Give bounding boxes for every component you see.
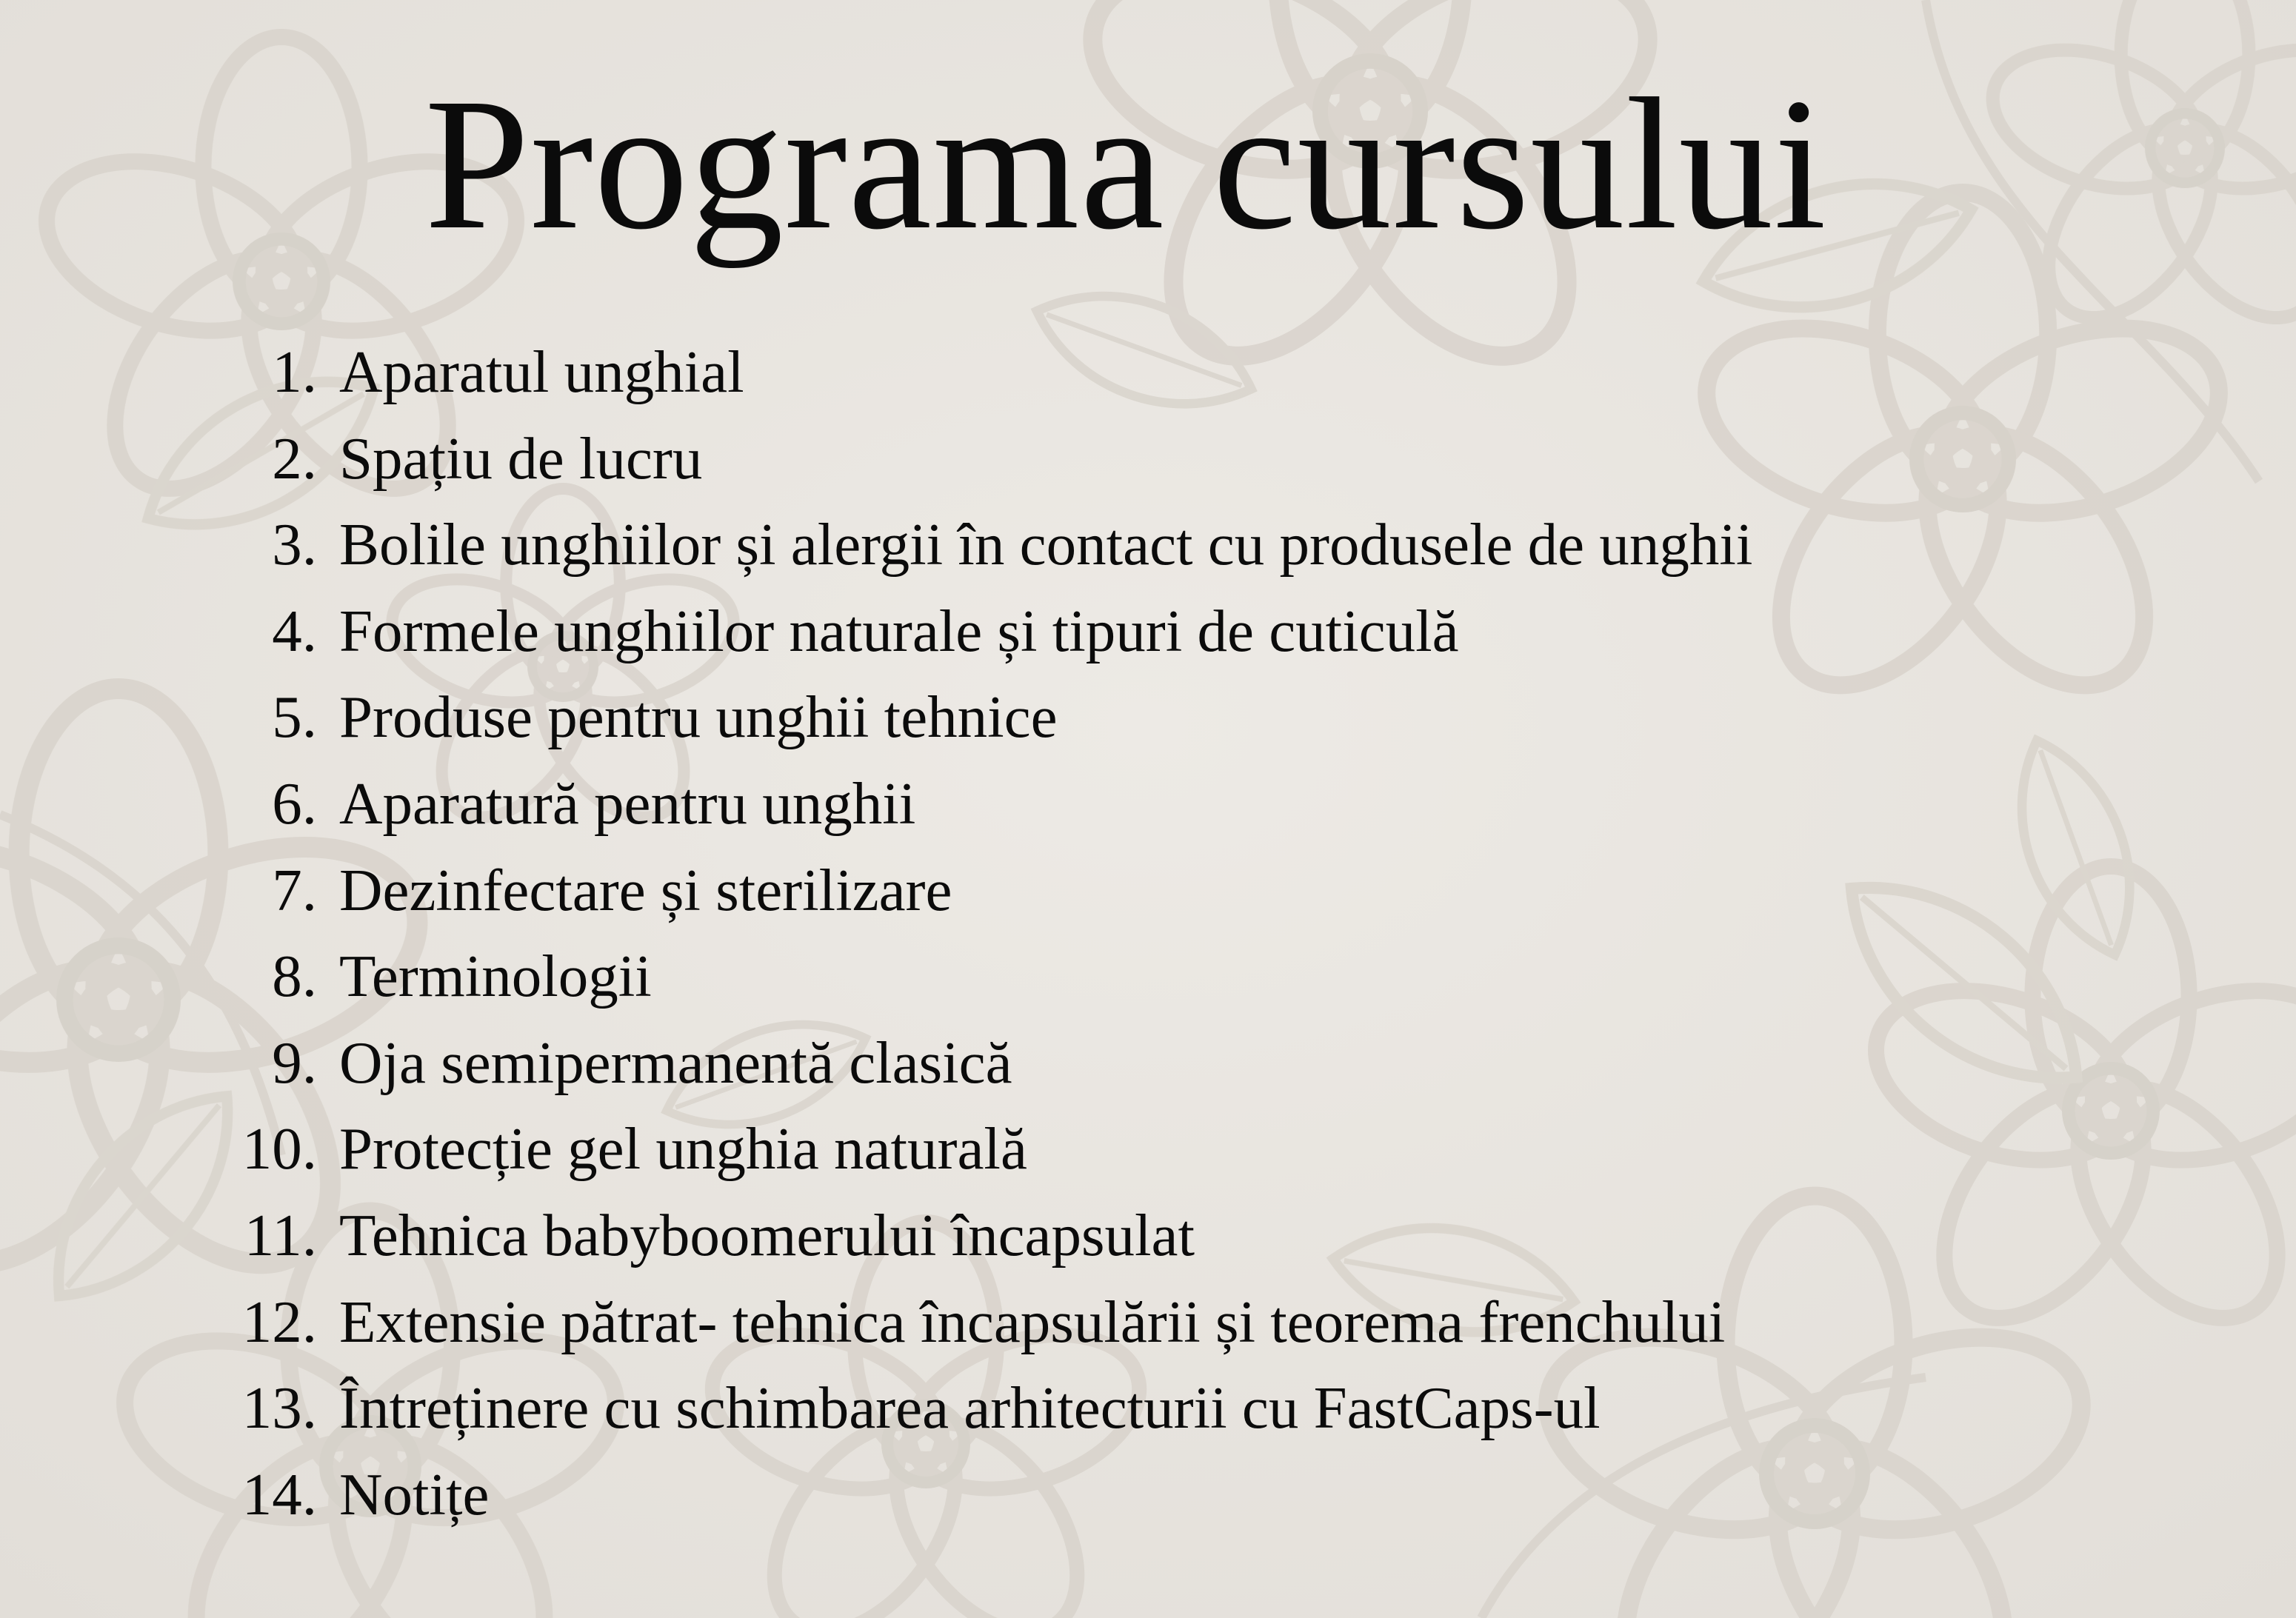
item-number: 14. xyxy=(241,1460,317,1528)
list-item xyxy=(222,674,1752,760)
item-number: 13. xyxy=(241,1374,317,1442)
list-item xyxy=(222,415,1752,502)
item-text: Spațiu de lucru xyxy=(339,424,703,492)
item-text: Aparatul unghial xyxy=(339,338,744,405)
item-number: 6. xyxy=(272,769,317,837)
list-item xyxy=(222,1451,1752,1538)
list-item xyxy=(222,1279,1752,1365)
list-item xyxy=(222,501,1752,588)
item-number: 8. xyxy=(272,943,317,1010)
item-number: 5. xyxy=(272,683,317,751)
item-text: Dezinfectare și sterilizare xyxy=(339,856,952,923)
item-number: 1. xyxy=(272,338,317,405)
item-text: Extensie pătrat- tehnica încapsulării și teorema frenchului xyxy=(339,1288,1726,1355)
item-text: Bolile unghiilor și alergii în contact cu produsele de unghii xyxy=(339,511,1753,578)
item-number: 10. xyxy=(241,1115,317,1183)
item-text: Aparatură pentru unghii xyxy=(339,769,916,837)
item-text: Tehnica babyboomerului încapsulat xyxy=(339,1201,1195,1268)
item-number: 9. xyxy=(272,1029,317,1096)
item-number: 3. xyxy=(272,511,317,578)
item-number: 4. xyxy=(272,597,317,664)
list-item xyxy=(222,1192,1752,1279)
list-item xyxy=(222,1106,1752,1192)
item-number: 7. xyxy=(272,856,317,923)
slide-title: Programa cursului xyxy=(424,60,1827,269)
list-item xyxy=(222,1365,1752,1451)
list-item xyxy=(222,588,1752,675)
item-text: Protecție gel unghia naturală xyxy=(339,1115,1027,1183)
list-item xyxy=(222,847,1752,934)
item-text: Oja semipermanentă clasică xyxy=(339,1029,1012,1096)
item-text: Notițe xyxy=(339,1460,490,1528)
list-item xyxy=(222,760,1752,847)
item-text: Terminologii xyxy=(339,943,652,1010)
list-item xyxy=(222,329,1752,415)
item-number: 2. xyxy=(272,424,317,492)
list-item xyxy=(222,1020,1752,1106)
course-topic-list xyxy=(222,329,1752,1537)
item-text: Formele unghiilor naturale și tipuri de cuticulă xyxy=(339,597,1459,664)
item-text: Produse pentru unghii tehnice xyxy=(339,683,1058,751)
item-number: 11. xyxy=(244,1201,317,1268)
list-item xyxy=(222,933,1752,1020)
item-text: Întreținere cu schimbarea arhitecturii cu FastCaps-ul xyxy=(339,1374,1601,1442)
item-number: 12. xyxy=(241,1288,317,1355)
